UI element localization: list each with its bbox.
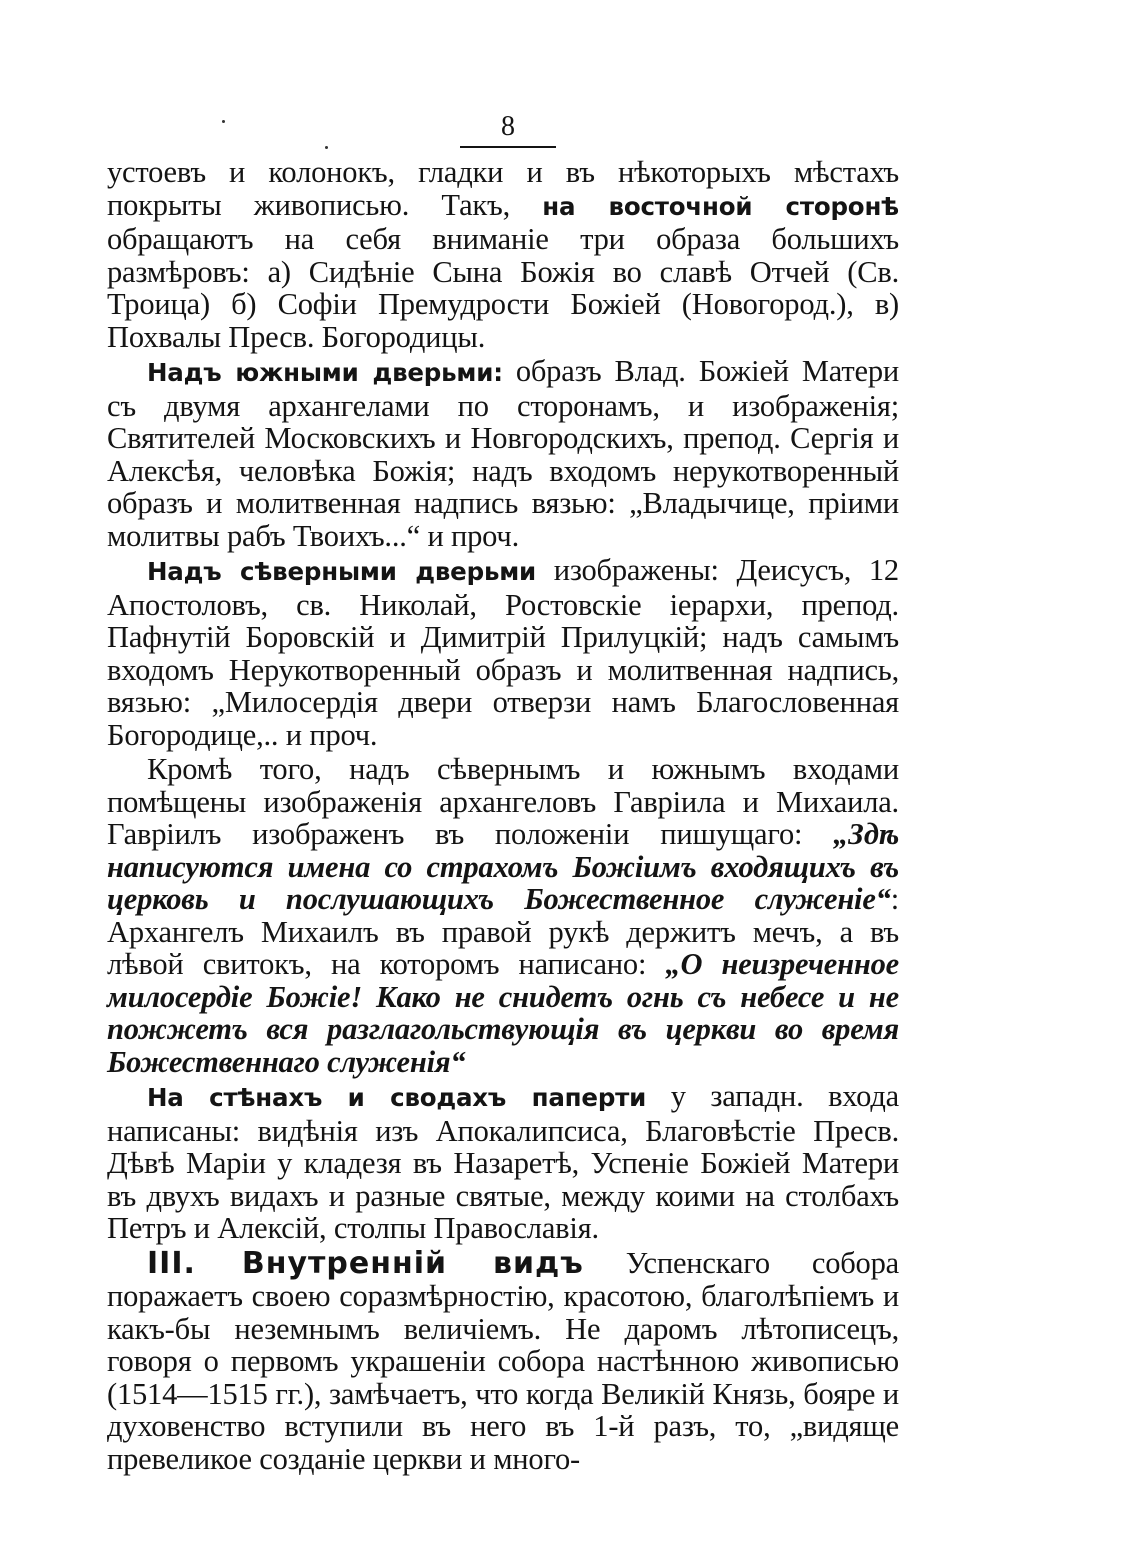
section-heading-interior: III. Внутренній видъ [147, 1245, 584, 1281]
paragraph-3 [107, 554, 899, 751]
paragraph-4 [107, 753, 899, 1078]
bold-run-south-doors: Надъ южными дверьми: [147, 358, 503, 387]
text-run: Успенскаго собора поражаетъ своею соразмѣрностію, красотою, благолѣпіемъ и какъ-бы неземнымъ величіемъ. Не даромъ лѣтописецъ, говоря о первомъ украшеніи собора настѣнною живописью (1514—1515 гг.), замѣчаетъ, что когда Великій Князь, бояре и духовенство вступили въ него въ 1-й разъ, то, „видяще превеликое созданіе церкви и много- [107, 1245, 899, 1476]
bold-run-north-doors: Надъ сѣверными дверьми [147, 557, 537, 586]
page-number-rule [460, 146, 556, 148]
print-speck [222, 120, 225, 123]
paragraph-5 [107, 1080, 899, 1245]
bold-run-east-side: на восточной сторонѣ [542, 191, 899, 221]
body-text [107, 156, 899, 1475]
text-run: изображены: Деисусъ, 12 Апостоловъ, св. Николай, Ростовскіе іерархи, препод. Пафнутій Боровскій и Димитрій Прилуцкій; надъ самымъ входомъ Нерукотворенный образъ и молитвенная надпись, вязью: „Милосердія двери отверзи намъ Благословенная Богородице,.. и проч. [107, 553, 899, 752]
bold-run-porch-walls: На стѣнахъ и сводахъ паперти [147, 1083, 647, 1112]
italic-quote-michael: „О неизреченное милосердіе Божіе! Како не снидетъ огнь съ небесе и не пожжетъ вся разглагольствующія въ церкви во время Божественнаго служенія“ [107, 947, 899, 1079]
text-run: Кромѣ того, надъ сѣвернымъ и южнымъ входами помѣщены изображенія архангеловъ Гавріила и Михаила. Гавріилъ изображенъ въ положеніи пишущаго: [107, 752, 899, 851]
text-run: образъ Влад. Божіей Матери съ двумя архангелами по сторонамъ, и изображенія; Святителей Московскихъ и Новгородскихъ, препод. Сергія и Алексѣя, человѣка Божія; надъ входомъ нерукотворенный образъ и молитвенная надпись вязью: „Владычице, пріими молитвы рабъ Твоихъ...“ и проч. [107, 354, 899, 553]
paragraph-2 [107, 355, 899, 552]
text-run: обращаютъ на себя вниманіе три образа большихъ размѣровъ: а) Сидѣніе Сына Божія во славѣ Отчей (Св. Троица) б) Софіи Премудрости Божіей (Новогород.), в) Похвалы Пресв. Богородицы. [107, 222, 899, 354]
paragraph-1 [107, 156, 899, 353]
text-run: у западн. входа написаны: видѣнія изъ Апокалипсиса, Благовѣстіе Пресв. Дѣвѣ Маріи у кладезя въ Назаретѣ, Успеніе Божіей Матери въ двухъ видахъ и разные святые, между коими на столбахъ Петръ и Алексій, столпы Православія. [107, 1079, 899, 1245]
text-run: устоевъ и колонокъ, гладки и въ нѣкоторыхъ мѣстахъ покрыты живописью. Такъ, [107, 155, 899, 222]
page-number: 8 [501, 111, 515, 142]
italic-quote-gabriel: „Здѣ написуются имена со страхомъ Божіимъ входящихъ въ церковь и послушающихъ Божественное служеніе“ [107, 817, 899, 916]
text-run: : Архангелъ Михаилъ въ правой рукѣ держитъ мечъ, а въ лѣвой свитокъ, на которомъ написано: [107, 882, 899, 981]
print-speck [325, 146, 328, 149]
paragraph-6 [107, 1247, 899, 1476]
